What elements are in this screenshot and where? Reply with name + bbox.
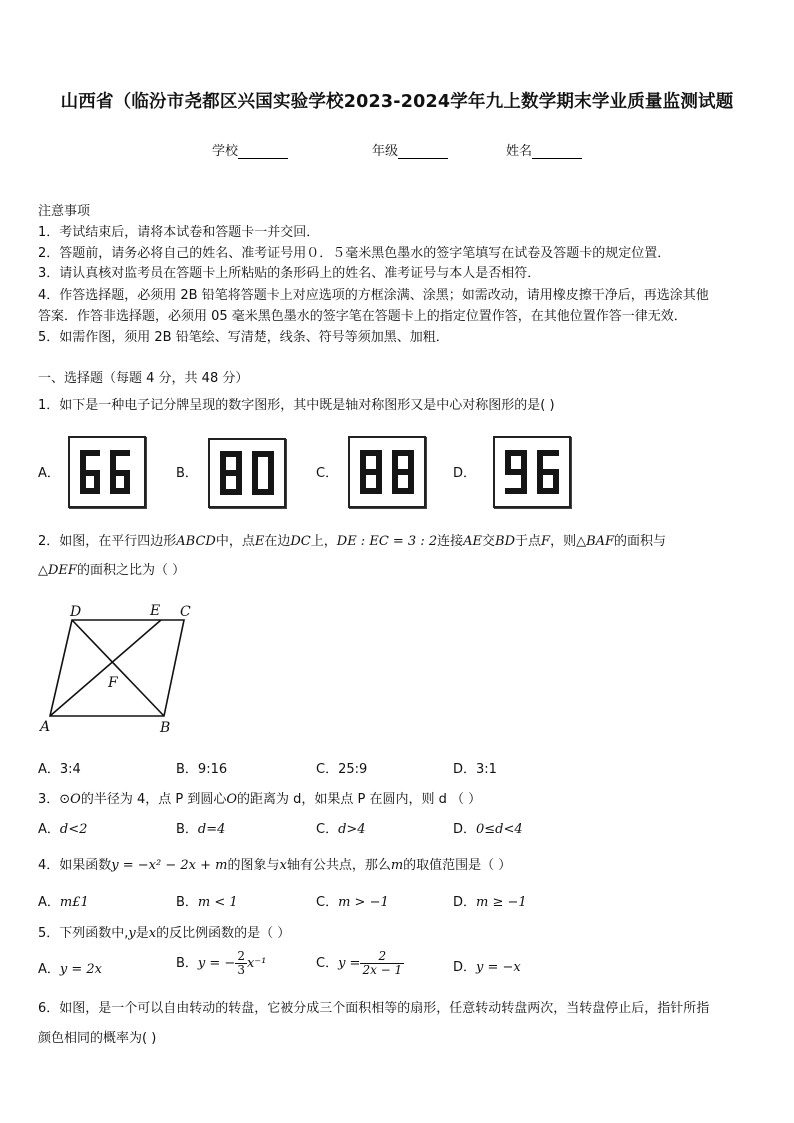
name-label: 姓名 bbox=[506, 144, 533, 159]
question-5-stem: 5．下列函数中,y是x的反比例函数的是（ ） bbox=[38, 926, 291, 941]
q5-option-b[interactable]: B．y = − $\frac{2}{3}$ x⁻¹ bbox=[176, 949, 267, 978]
q2-option-d[interactable]: D．3:1 bbox=[453, 762, 497, 777]
label-f: F bbox=[108, 675, 118, 691]
page-title: 山西省（临汾市尧都区兴国实验学校2023-2024学年九上数学期末学业质量监测试题 bbox=[60, 92, 734, 112]
question-2-stem: 2．如图，在平行四边形ABCD中，点E在边DC上，DE : EC = 3 : 2连接AE交BD于点F，则△BAF的面积与 bbox=[38, 534, 667, 549]
scoreboard-88-image[interactable] bbox=[348, 436, 426, 508]
parallelogram-figure bbox=[36, 598, 206, 740]
question-2-stem-line2: △DEF的面积之比为（ ） bbox=[38, 563, 186, 578]
q5-option-c[interactable]: C．y = $\frac{2}{2x - 1}$ bbox=[316, 949, 403, 978]
question-6-stem-line2: 颜色相同的概率为( ) bbox=[38, 1031, 157, 1046]
q2-option-c[interactable]: C．25:9 bbox=[316, 762, 368, 777]
grade-blank[interactable] bbox=[398, 146, 448, 159]
q1-option-c-label[interactable]: C． bbox=[316, 466, 339, 481]
grade-field[interactable] bbox=[372, 140, 448, 159]
q2-option-b[interactable]: B．9:16 bbox=[176, 762, 228, 777]
q3-option-b[interactable]: B．d=4 bbox=[176, 822, 226, 837]
q4-option-c[interactable]: C．m > −1 bbox=[316, 895, 389, 910]
q1-option-a-label[interactable]: A． bbox=[38, 466, 60, 481]
notice-item: 3．请认真核对监考员在答题卡上所粘贴的条形码上的姓名、准考证号与本人是否相符． bbox=[38, 266, 541, 281]
notice-heading: 注意事项 bbox=[38, 204, 91, 219]
q3-option-d[interactable]: D．0≤d<4 bbox=[453, 822, 523, 837]
school-blank[interactable] bbox=[238, 146, 288, 159]
question-4-stem: 4．如果函数y = −x² − 2x + m的图象与x轴有公共点，那么m的取值范围是（ ） bbox=[38, 858, 512, 873]
q5-option-d[interactable]: D．y = −x bbox=[453, 960, 521, 975]
q3-option-c[interactable]: C．d>4 bbox=[316, 822, 366, 837]
scoreboard-66-image[interactable] bbox=[68, 436, 146, 508]
label-c: C bbox=[180, 604, 191, 620]
grade-label: 年级 bbox=[372, 144, 399, 159]
scoreboard-96-image[interactable] bbox=[493, 436, 571, 508]
notice-item: 2．答题前，请务必将自己的姓名、准考证号用０．５毫米黑色墨水的签字笔填写在试卷及答题卡的规定位置． bbox=[38, 246, 671, 261]
question-6-stem: 6．如图，是一个可以自由转动的转盘，它被分成三个面积相等的扇形，任意转动转盘两次，当转盘停止后，指针所指 bbox=[38, 1001, 710, 1016]
scoreboard-80-image[interactable] bbox=[208, 438, 286, 508]
question-3-stem: 3．⊙O的半径为 4，点 P 到圆心O的距离为 d，如果点 P 在圆内，则 d （ ） bbox=[38, 792, 482, 807]
question-1-stem: 1．如下是一种电子记分牌呈现的数字图形，其中既是轴对称图形又是中心对称图形的是( ) bbox=[38, 398, 555, 413]
q2-option-a[interactable]: A．3:4 bbox=[38, 762, 81, 777]
notice-item: 4．作答选择题，必须用 2B 铅笔将答题卡上对应选项的方框涂满、涂黑；如需改动，请用橡皮擦干净后，再选涂其他 bbox=[38, 288, 709, 303]
label-e: E bbox=[150, 603, 161, 619]
section-heading: 一、选择题（每题 4 分，共 48 分） bbox=[38, 371, 249, 386]
notice-item: 5．如需作图，须用 2B 铅笔绘、写清楚，线条、符号等须加黑、加粗． bbox=[38, 330, 449, 345]
q3-option-a[interactable]: A．d<2 bbox=[38, 822, 88, 837]
notice-item: 答案．作答非选择题，必须用 05 毫米黑色墨水的签字笔在答题卡上的指定位置作答，在其他位置作答一律无效． bbox=[38, 309, 687, 324]
school-field[interactable] bbox=[212, 140, 288, 159]
name-blank[interactable] bbox=[532, 146, 582, 159]
label-d: D bbox=[70, 604, 82, 620]
q1-option-b-label[interactable]: B． bbox=[176, 466, 198, 481]
notice-item: 1．考试结束后，请将本试卷和答题卡一并交回． bbox=[38, 225, 320, 240]
label-b: B bbox=[160, 720, 171, 736]
q4-option-d[interactable]: D．m ≥ −1 bbox=[453, 895, 527, 910]
school-label: 学校 bbox=[212, 144, 239, 159]
q4-option-b[interactable]: B．m < 1 bbox=[176, 895, 238, 910]
label-a: A bbox=[40, 719, 51, 735]
q1-option-d-label[interactable]: D． bbox=[453, 466, 477, 481]
q5-option-a[interactable]: A．y = 2x bbox=[38, 962, 103, 977]
name-field[interactable] bbox=[506, 140, 582, 159]
q4-option-a[interactable]: A．m£1 bbox=[38, 895, 89, 910]
